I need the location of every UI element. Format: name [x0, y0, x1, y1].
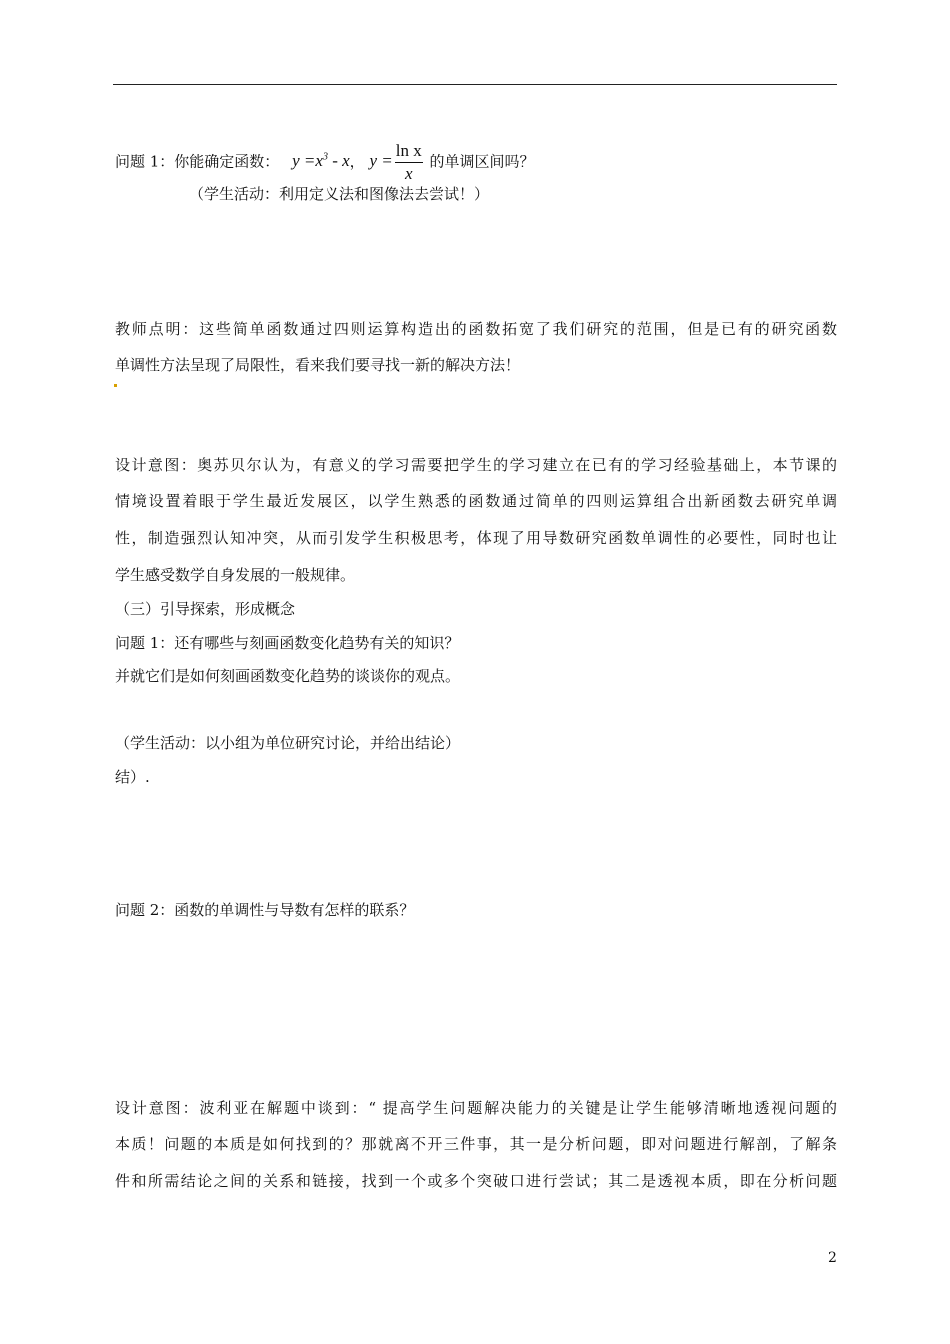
activity-note-1: （学生活动：利用定义法和图像法去尝试！） [189, 185, 490, 203]
question-1b: 问题 1：还有哪些与刻画函数变化趋势有关的知识？ [115, 634, 460, 652]
activity-note-2-continuation: 结）. [115, 768, 150, 786]
header-rule [113, 84, 837, 85]
design-intent-2-line-2: 本质！问题的本质是如何找到的？那就离不开三件事，其一是分析问题，即对问题进行解剖，了解条 [115, 1135, 837, 1153]
fraction-numerator: ln x [395, 140, 423, 163]
design-intent-2-line-1: 设计意图：波利亚在解题中谈到：“ 提高学生问题解决能力的关键是让学生能够清晰地透视问题的 [115, 1099, 837, 1117]
section-heading: （三）引导探索，形成概念 [115, 600, 296, 618]
design-intent-1-line-1: 设计意图：奥苏贝尔认为，有意义的学习需要把学生的学习建立在已有的学习经验基础上，本节课的 [115, 456, 837, 474]
fraction [395, 140, 423, 185]
question-2: 问题 2：函数的单调性与导数有怎样的联系？ [115, 901, 415, 919]
question-1-line [115, 140, 535, 185]
activity-note-2: （学生活动：以小组为单位研究讨论，并给出结论） [115, 734, 461, 752]
function-2: y = $\frac{\text{ln x}}{x}$ [369, 141, 422, 183]
function-separator: ， [349, 152, 365, 171]
teacher-note-line-2: 单调性方法呈现了局限性，看来我们要寻找一新的解决方法！ [115, 356, 521, 374]
design-intent-2-line-3: 件和所需结论之间的关系和链接，找到一个或多个突破口进行尝试；其二是透视本质，即在分析问题 [115, 1172, 837, 1190]
question-1-suffix: 的单调区间吗？ [429, 152, 535, 171]
page-number: 2 [828, 1250, 837, 1266]
design-intent-1-line-3: 性，制造强烈认知冲突，从而引发学生积极思考，体现了用导数研究函数单调性的必要性，同时也让 [115, 529, 837, 547]
design-intent-1-line-4: 学生感受数学自身发展的一般规律。 [115, 566, 356, 584]
fraction-denominator: x [404, 164, 413, 183]
function-1: $y =x^3 - x$ [292, 151, 350, 171]
edit-mark [114, 384, 117, 387]
teacher-note-line-1: 教师点明：这些简单函数通过四则运算构造出的函数拓宽了我们研究的范围，但是已有的研究函数 [115, 320, 837, 338]
question-1b-continuation: 并就它们是如何刻画函数变化趋势的谈谈你的观点。 [115, 667, 461, 685]
question-1-prefix: 问题 1：你能确定函数： [115, 152, 280, 171]
design-intent-1-line-2: 情境设置着眼于学生最近发展区，以学生熟悉的函数通过简单的四则运算组合出新函数去研究单调 [115, 492, 837, 510]
